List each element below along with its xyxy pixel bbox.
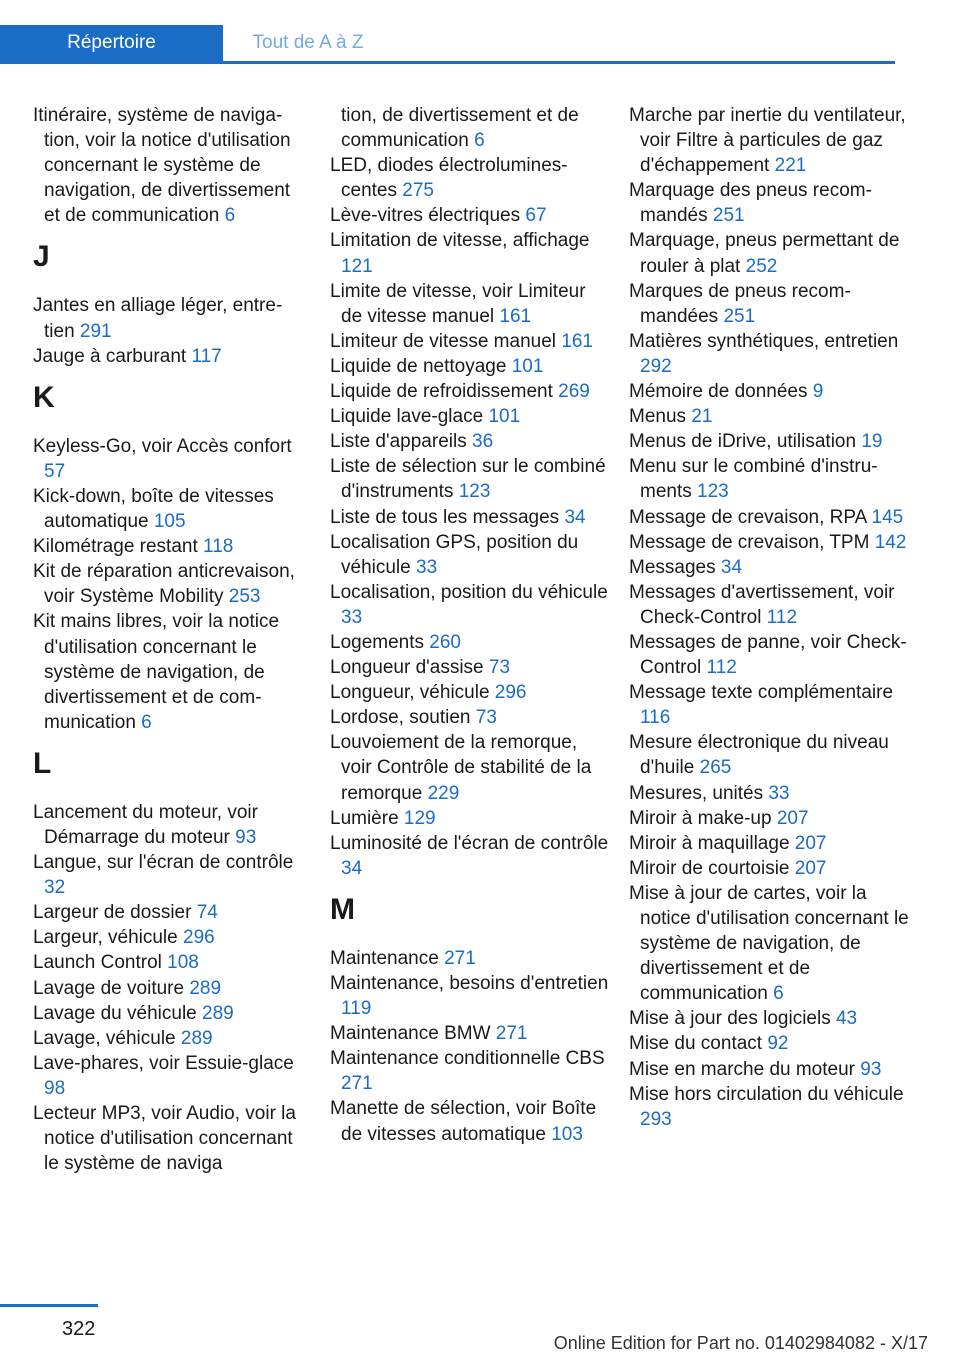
index-entry-text: Luminosité de l'écran de contrôle <box>330 832 609 854</box>
index-entry <box>33 559 305 609</box>
index-entry <box>330 705 610 730</box>
index-entry-text: Maintenance BMW <box>330 1023 496 1045</box>
page-link[interactable]: 296 <box>183 927 215 949</box>
index-entry <box>629 530 919 555</box>
index-entry <box>629 555 919 580</box>
page-link[interactable]: 93 <box>860 1058 882 1080</box>
index-entry-text: Messages <box>629 556 721 578</box>
page-link[interactable]: 292 <box>640 355 672 377</box>
page-link[interactable]: 123 <box>697 481 729 503</box>
page-link[interactable]: 118 <box>203 536 234 558</box>
index-entry-text: Limite de vitesse, voir Limiteur de vitesse manuel <box>330 280 586 327</box>
index-entry <box>629 404 919 429</box>
index-entry <box>629 630 919 680</box>
index-entry-text: Jantes en alliage léger, entretien <box>33 295 283 342</box>
index-entry <box>330 806 610 831</box>
page-link[interactable]: 105 <box>153 511 186 533</box>
index-entry-text: Langue, sur l'écran de contrôle <box>33 852 294 874</box>
index-entry-text: Miroir de courtoisie <box>629 857 795 879</box>
index-entry <box>330 505 610 530</box>
page-link[interactable]: 207 <box>776 807 809 829</box>
index-entry <box>33 534 305 559</box>
index-entry <box>629 730 919 780</box>
page-link[interactable]: 293 <box>640 1108 672 1130</box>
index-entry-text: Menus <box>629 406 692 428</box>
page-link[interactable]: 221 <box>774 155 807 177</box>
index-entry-text: Mesure électronique du niveau d'huile <box>629 732 889 779</box>
index-entry-text: Localisation, position du véhicule <box>330 581 608 603</box>
index-entry-text: Manette de sélection, voir Boîte de vitesses automatique <box>330 1098 597 1145</box>
index-entry <box>330 1096 610 1146</box>
page-link[interactable]: 103 <box>551 1123 583 1145</box>
page-link[interactable]: 92 <box>767 1033 789 1055</box>
index-entry-text: Launch Control <box>33 952 168 974</box>
index-entry-text: Liste de sélection sur le combiné d'instruments <box>330 456 606 503</box>
index-entry-text: Lecteur MP3, voir Audio, voir la notice d'utilisation concernant le système de naviga <box>33 1103 296 1175</box>
index-entry <box>629 856 919 881</box>
index-entry <box>33 344 305 369</box>
index-entry <box>330 279 610 329</box>
page-link[interactable]: 73 <box>488 657 511 679</box>
index-entry-text: Lumière <box>330 807 404 829</box>
edition-note: Online Edition for Part no. 01402984082 - X/17 <box>553 1333 928 1353</box>
page-link[interactable]: 145 <box>871 506 904 528</box>
page-link[interactable]: 271 <box>341 1073 373 1095</box>
page-link[interactable]: 271 <box>444 947 476 969</box>
index-entry <box>629 329 919 379</box>
index-entry-text: Mise hors circulation du véhicule <box>629 1083 904 1105</box>
index-entry <box>330 680 610 705</box>
index-entry <box>330 1021 610 1046</box>
index-entry-text: Marquage des pneus recommandés <box>629 180 872 227</box>
page-link[interactable]: 251 <box>723 305 756 327</box>
tab-a-to-z[interactable]: Tout de A à Z <box>223 25 393 61</box>
page-link[interactable]: 271 <box>495 1023 528 1045</box>
page-link[interactable]: 265 <box>699 757 732 779</box>
index-entry <box>330 153 610 203</box>
page-link[interactable]: 296 <box>494 682 527 704</box>
index-letter-heading: K <box>33 380 55 414</box>
page-link[interactable]: 101 <box>488 406 521 428</box>
page-link[interactable]: 32 <box>44 877 66 899</box>
page-link[interactable]: 108 <box>167 952 199 974</box>
index-entry <box>629 1006 919 1031</box>
index-entry <box>629 454 919 504</box>
index-entry <box>330 730 610 805</box>
page-link[interactable]: 129 <box>403 807 436 829</box>
index-entry <box>330 1046 610 1096</box>
index-entry <box>33 976 305 1001</box>
index-entry-text: Largeur de dossier <box>33 902 197 924</box>
page-link[interactable]: 123 <box>458 481 491 503</box>
index-entry-text: Menu sur le combiné d'instruments <box>629 456 878 503</box>
page-link[interactable]: 207 <box>794 832 827 854</box>
page-link[interactable]: 34 <box>720 556 743 578</box>
index-entry-text: Liquide lave-glace <box>330 406 489 428</box>
index-entry-text: Localisation GPS, position du véhicule <box>330 531 579 578</box>
index-entry-text: Message de crevaison, RPA <box>629 506 872 528</box>
index-entry <box>330 429 610 454</box>
index-entry <box>33 1001 305 1026</box>
index-entry-text: Liquide de nettoyage <box>330 355 512 377</box>
index-entry-text: Jauge à carburant <box>33 345 192 367</box>
index-entry-text: Mise du contact <box>629 1033 768 1055</box>
index-entry-text: Limitation de vitesse, affichage <box>330 230 590 252</box>
index-entry-text: Miroir à make-up <box>629 807 777 829</box>
index-entry-text: Mémoire de données <box>629 381 813 403</box>
index-entry-text: Louvoiement de la remorque, voir Contrôle de stabilité de la remorque <box>330 732 592 804</box>
index-entry-text: Kit mains libres, voir la notice d'utilisation concernant le système de navigation, de divertissement et de communication <box>33 611 280 733</box>
index-entry-text: Longueur d'assise <box>330 657 489 679</box>
index-entry-text: Lave-phares, voir Essuie-glace <box>33 1052 294 1074</box>
index-entry <box>33 1051 305 1101</box>
index-entry <box>629 228 919 278</box>
page-link[interactable]: 73 <box>475 707 497 729</box>
tab-bar <box>0 25 895 64</box>
page-link[interactable]: 43 <box>835 1008 858 1030</box>
index-entry-text: Mise à jour des logiciels <box>629 1008 836 1030</box>
index-entry-text: Maintenance, besoins d'entretien <box>330 973 609 994</box>
index-entry-text: Message texte complémentaire <box>629 682 894 704</box>
page-link[interactable]: 289 <box>180 1027 213 1049</box>
index-entry-text: LED, diodes électroluminescentes <box>330 155 568 202</box>
index-entry <box>330 404 610 429</box>
page-link[interactable]: 57 <box>44 460 66 482</box>
index-entry-text: Logements <box>330 631 430 653</box>
index-entry <box>629 505 919 530</box>
index-entry <box>629 680 919 730</box>
index-entry-text: Lavage, véhicule <box>33 1027 181 1049</box>
index-entry <box>330 454 610 504</box>
index-entry <box>33 293 305 343</box>
index-entry <box>629 881 919 1006</box>
index-entry <box>33 800 305 850</box>
index-entry <box>33 925 305 950</box>
page-link[interactable]: 33 <box>416 556 438 578</box>
index-entry <box>330 530 610 580</box>
index-entry-text: Lavage du véhicule <box>33 1002 203 1024</box>
index-entry-text: Matières synthétiques, entretien <box>629 330 899 352</box>
index-entry <box>330 580 610 630</box>
page-link[interactable]: 161 <box>561 330 593 352</box>
page-link[interactable]: 6 <box>224 205 236 227</box>
page-link[interactable]: 34 <box>341 857 363 879</box>
page-link[interactable]: 36 <box>472 431 494 453</box>
page-link[interactable]: 6 <box>141 711 152 733</box>
index-entry-text: Mise en marche du moteur <box>629 1058 861 1080</box>
page-link[interactable]: 6 <box>773 983 784 1005</box>
index-entry-text: Marques de pneus recommandées <box>629 280 851 327</box>
index-column-1 <box>33 103 305 1176</box>
index-entry <box>33 609 305 734</box>
page-link[interactable]: 142 <box>874 531 907 553</box>
page-link[interactable]: 98 <box>44 1077 66 1099</box>
index-entry-text: Miroir à maquillage <box>629 832 795 854</box>
index-entry-text: Lavage de voiture <box>33 977 190 999</box>
index-entry-text: Lancement du moteur, voir Démarrage du moteur <box>33 801 258 848</box>
page-link[interactable]: 289 <box>202 1002 234 1024</box>
index-entry-text: Messages de panne, voir Check-Control <box>629 631 907 679</box>
index-entry <box>33 900 305 925</box>
index-entry-text: Marquage, pneus permettant de rouler à plat <box>629 230 900 277</box>
index-entry <box>33 103 305 228</box>
index-entry-text: tion, de divertissement et de communication <box>341 105 579 152</box>
index-column-3 <box>629 103 919 1132</box>
index-entry <box>330 103 610 153</box>
tab-repertoire[interactable]: Répertoire <box>0 25 223 61</box>
index-entry <box>33 434 305 484</box>
page-link[interactable]: 207 <box>794 857 827 879</box>
page-link[interactable]: 275 <box>402 180 434 202</box>
index-entry <box>33 484 305 534</box>
index-letter-heading: M <box>330 892 355 926</box>
index-entry <box>33 850 305 900</box>
index-entry <box>330 946 610 971</box>
index-entry-text: Maintenance <box>330 947 445 969</box>
page-link[interactable]: 117 <box>191 345 222 367</box>
index-entry-text: Message de crevaison, TPM <box>629 531 875 553</box>
page-link[interactable]: 260 <box>429 631 461 653</box>
index-entry <box>33 950 305 975</box>
index-entry <box>629 831 919 856</box>
index-entry <box>629 429 919 454</box>
index-letter-heading: L <box>33 746 52 780</box>
page-link[interactable]: 101 <box>511 355 544 377</box>
page-number: 322 <box>62 1318 96 1340</box>
index-entry-text: Marche par inertie du ventilateur, voir Filtre à particules de gaz d'échappement <box>629 105 906 177</box>
index-entry <box>629 580 919 630</box>
index-entry-text: Lordose, soutien <box>330 707 476 729</box>
index-entry <box>330 655 610 680</box>
index-entry <box>629 806 919 831</box>
page-link[interactable]: 161 <box>499 305 532 327</box>
page-link[interactable]: 269 <box>558 381 590 403</box>
page-link[interactable]: 252 <box>745 255 778 277</box>
index-entry <box>330 630 610 655</box>
index-entry <box>330 329 610 354</box>
index-entry <box>629 178 919 228</box>
index-entry-text: Mesures, unités <box>629 782 769 804</box>
index-entry <box>330 971 610 1021</box>
index-entry-text: Kick-down, boîte de vitesses automatique <box>33 485 274 533</box>
index-entry-text: Lève-vitres électriques <box>330 205 526 227</box>
index-column-2 <box>330 103 610 1147</box>
index-entry-text: Mise à jour de cartes, voir la notice d'utilisation concernant le système de navigation, de divertissement et de communication <box>629 882 909 1005</box>
index-entry <box>629 379 919 404</box>
page-link[interactable]: 93 <box>235 826 257 848</box>
index-entry-text: Keyless-Go, voir Accès confort <box>33 435 292 457</box>
page-link[interactable]: 19 <box>861 431 883 453</box>
index-entry-text: Liste d'appareils <box>330 431 472 453</box>
index-entry <box>629 103 919 178</box>
index-entry <box>629 1031 919 1056</box>
page-link[interactable]: 253 <box>228 586 261 608</box>
page-link[interactable]: 119 <box>341 998 372 1020</box>
page-link[interactable]: 67 <box>525 205 547 227</box>
page-link[interactable]: 229 <box>427 782 460 804</box>
page-link[interactable]: 21 <box>691 406 713 428</box>
index-entry <box>33 1101 305 1176</box>
page-link[interactable]: 289 <box>189 977 222 999</box>
index-entry <box>330 354 610 379</box>
page-link[interactable]: 33 <box>341 606 363 628</box>
page-link[interactable]: 112 <box>766 606 798 628</box>
index-entry <box>330 379 610 404</box>
index-entry-text: Kit de réparation anticrevaison, voir Système Mobility <box>33 561 295 608</box>
index-entry-text: Kilométrage restant <box>33 536 204 558</box>
index-entry-text: Largeur, véhicule <box>33 927 183 949</box>
index-entry <box>330 228 610 278</box>
index-entry <box>629 1057 919 1082</box>
index-entry-text: Longueur, véhicule <box>330 682 495 704</box>
index-entry-text: Limiteur de vitesse manuel <box>330 330 562 352</box>
index-entry-text: Maintenance conditionnelle CBS <box>330 1048 605 1070</box>
page-link[interactable]: 34 <box>564 506 586 528</box>
page-link[interactable]: 6 <box>474 130 485 152</box>
page-link[interactable]: 74 <box>196 902 218 924</box>
footer-divider <box>0 1304 98 1307</box>
page-link[interactable]: 116 <box>640 707 671 729</box>
index-entry-text: Liste de tous les messages <box>330 506 565 528</box>
index-entry <box>330 831 610 881</box>
index-entry <box>330 203 610 228</box>
index-entry <box>629 279 919 329</box>
index-letter-heading: J <box>33 240 50 274</box>
page-link[interactable]: 112 <box>706 657 737 679</box>
index-entry-text: Menus de iDrive, utilisation <box>629 431 862 453</box>
index-entry <box>629 1082 919 1132</box>
index-entry-text: Messages d'avertissement, voir Check-Control <box>629 581 895 628</box>
page-link[interactable]: 251 <box>712 205 745 227</box>
page-link[interactable]: 121 <box>341 255 373 277</box>
index-entry <box>629 781 919 806</box>
page-link[interactable]: 9 <box>812 381 824 403</box>
page-link[interactable]: 33 <box>768 782 790 804</box>
index-entry-text: Liquide de refroidissement <box>330 381 559 403</box>
page-link[interactable]: 291 <box>79 320 112 342</box>
index-entry-text: Itinéraire, système de navigation, voir la notice d'utilisation concernant le système de navigation, de divertissement et de communication <box>33 105 291 227</box>
index-entry <box>33 1026 305 1051</box>
